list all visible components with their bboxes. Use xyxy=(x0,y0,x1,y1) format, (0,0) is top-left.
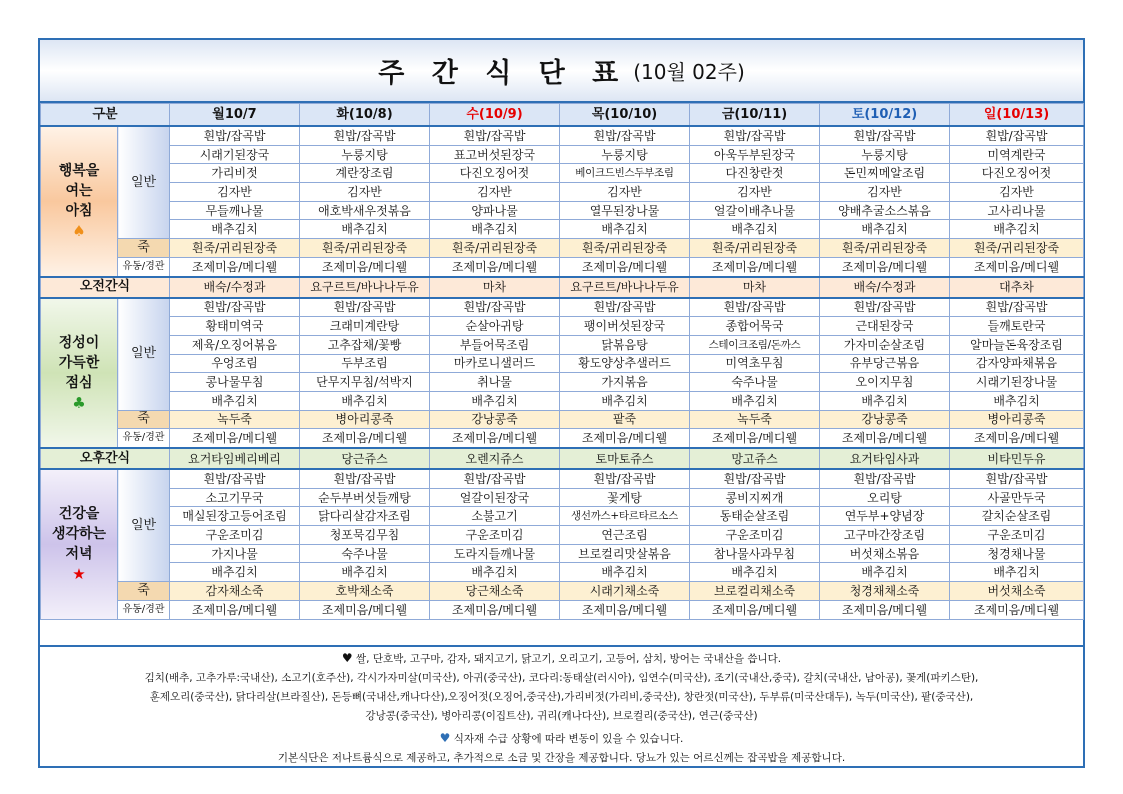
menu-cell: 버섯채소볶음 xyxy=(820,544,950,563)
menu-cell: 계란장조림 xyxy=(300,164,430,183)
menu-cell: 누룽지탕 xyxy=(560,145,690,164)
menu-cell: 구운조미김 xyxy=(430,526,560,545)
juk-cell: 당근채소죽 xyxy=(430,582,560,601)
origin-note-line xyxy=(40,649,1083,669)
menu-cell: 흰밥/잡곡밥 xyxy=(560,298,690,317)
menu-cell: 콩비지찌개 xyxy=(690,488,820,507)
meal-row xyxy=(41,507,1084,526)
meal-name-line: 건강을 xyxy=(58,506,100,523)
menu-cell: 제육/오징어볶음 xyxy=(170,335,300,354)
origin-note-text: 쌀, 단호박, 고구마, 감자, 돼지고기, 닭고기, 오리고기, 고등어, 삼치, 방어는 국내산을 씁니다. xyxy=(356,653,782,665)
heart-icon: ♥ xyxy=(439,731,451,745)
menu-cell: 배추김치 xyxy=(820,220,950,239)
menu-cell: 얼갈이배추나물 xyxy=(690,201,820,220)
meal-row xyxy=(41,298,1084,317)
snack-cell: 토마토쥬스 xyxy=(560,448,690,469)
menu-cell: 김자반 xyxy=(170,183,300,202)
meal-row xyxy=(41,354,1084,373)
base-note-line: 기본식단은 저나트륨식으로 제공하고, 추가적으로 소금 및 간장을 제공합니다. 당뇨가 있는 어르신께는 잡곡밥을 제공합니다. xyxy=(277,752,846,764)
menu-cell: 김자반 xyxy=(950,183,1084,202)
liquid-cell: 조제미음/메디웰 xyxy=(690,257,820,276)
menu-cell: 시래기된장나물 xyxy=(950,373,1084,392)
liquid-cell: 조제미음/메디웰 xyxy=(170,600,300,619)
snack-cell: 요거타임사과 xyxy=(820,448,950,469)
juk-cell: 강낭콩죽 xyxy=(820,410,950,429)
menu-cell: 들깨토란국 xyxy=(950,317,1084,336)
menu-cell: 다진오징어젓 xyxy=(430,164,560,183)
menu-cell: 소고기무국 xyxy=(170,488,300,507)
menu-cell: 흰밥/잡곡밥 xyxy=(690,126,820,145)
menu-cell: 배추김치 xyxy=(820,563,950,582)
menu-cell: 순살아귀탕 xyxy=(430,317,560,336)
menu-cell: 숙주나물 xyxy=(690,373,820,392)
menu-cell: 꽃게탕 xyxy=(560,488,690,507)
meal-row xyxy=(41,526,1084,545)
menu-cell: 누룽지탕 xyxy=(300,145,430,164)
menu-cell: 배추김치 xyxy=(300,220,430,239)
juk-cell: 병아리콩죽 xyxy=(950,410,1084,429)
meal-name-line: 여는 xyxy=(65,183,93,200)
menu-cell: 흰밥/잡곡밥 xyxy=(430,469,560,488)
menu-cell: 베이크드빈스두부조림 xyxy=(560,164,690,183)
liquid-cell: 조제미음/메디웰 xyxy=(430,600,560,619)
juk-label: 죽 xyxy=(118,410,170,429)
menu-cell: 고추잡채/꽃빵 xyxy=(300,335,430,354)
spade-icon: ♠ xyxy=(72,222,86,241)
supply-note-line xyxy=(40,729,1083,749)
menu-cell: 흰밥/잡곡밥 xyxy=(170,469,300,488)
menu-cell: 표고버섯된장국 xyxy=(430,145,560,164)
liquid-cell: 조제미음/메디웰 xyxy=(560,600,690,619)
supply-note-text: 식자재 수급 상황에 따라 변동이 있을 수 있습니다. xyxy=(453,733,684,745)
menu-cell: 배추김치 xyxy=(170,391,300,410)
menu-cell: 스테이크조림/돈까스 xyxy=(690,335,820,354)
menu-cell: 흰밥/잡곡밥 xyxy=(690,298,820,317)
meal-name-line: 저녁 xyxy=(65,546,93,563)
category-header: 구분 xyxy=(41,104,170,127)
menu-cell: 흰밥/잡곡밥 xyxy=(170,126,300,145)
menu-cell: 김자반 xyxy=(430,183,560,202)
menu-cell: 단무지무침/석박지 xyxy=(300,373,430,392)
menu-cell: 배추김치 xyxy=(560,391,690,410)
juk-cell: 흰죽/귀리된장죽 xyxy=(820,239,950,258)
juk-cell: 강낭콩죽 xyxy=(430,410,560,429)
day-header: 화(10/8) xyxy=(300,104,430,127)
menu-cell: 순두부버섯들깨탕 xyxy=(300,488,430,507)
menu-cell: 동태순살조림 xyxy=(690,507,820,526)
liquid-cell: 조제미음/메디웰 xyxy=(820,600,950,619)
menu-cell: 열무된장나물 xyxy=(560,201,690,220)
menu-cell: 팽이버섯된장국 xyxy=(560,317,690,336)
menu-cell: 가지볶음 xyxy=(560,373,690,392)
menu-cell: 다진창란젓 xyxy=(690,164,820,183)
juk-row xyxy=(41,239,1084,258)
liquid-label: 유동/경관 xyxy=(118,429,170,448)
general-label: 일반 xyxy=(118,298,170,411)
menu-cell: 감자양파채볶음 xyxy=(950,354,1084,373)
menu-cell: 두부조림 xyxy=(300,354,430,373)
meal-name-line: 정성이 xyxy=(58,334,100,351)
origin-note-line: 강낭콩(중국산), 병아리콩(이집트산), 귀리(캐나다산), 브로컬리(중국산), 연근(중국산) xyxy=(365,710,758,722)
juk-cell: 녹두죽 xyxy=(690,410,820,429)
general-label: 일반 xyxy=(118,469,170,582)
juk-cell: 호박채소죽 xyxy=(300,582,430,601)
menu-cell: 흰밥/잡곡밥 xyxy=(690,469,820,488)
am_snack-row xyxy=(41,277,1084,298)
snack-cell: 당근쥬스 xyxy=(300,448,430,469)
menu-cell: 우엉조림 xyxy=(170,354,300,373)
snack-cell: 마차 xyxy=(430,277,560,298)
menu-cell: 황태미역국 xyxy=(170,317,300,336)
menu-cell: 배추김치 xyxy=(690,220,820,239)
menu-cell: 생선까스+타르타르소스 xyxy=(560,507,690,526)
menu-cell: 배추김치 xyxy=(560,220,690,239)
liquid-cell: 조제미음/메디웰 xyxy=(430,257,560,276)
breakfast-label xyxy=(41,126,118,277)
menu-cell: 흰밥/잡곡밥 xyxy=(430,298,560,317)
menu-cell: 구운조미김 xyxy=(950,526,1084,545)
juk-cell: 감자채소죽 xyxy=(170,582,300,601)
menu-cell: 도라지들깨나물 xyxy=(430,544,560,563)
general-label: 일반 xyxy=(118,126,170,239)
liquid-cell: 조제미음/메디웰 xyxy=(820,429,950,448)
menu-cell: 마카로니샐러드 xyxy=(430,354,560,373)
liquid-cell: 조제미음/메디웰 xyxy=(300,257,430,276)
menu-cell: 얼갈이된장국 xyxy=(430,488,560,507)
menu-cell: 참나물사과무침 xyxy=(690,544,820,563)
menu-cell: 양파나물 xyxy=(430,201,560,220)
liquid-cell: 조제미음/메디웰 xyxy=(950,429,1084,448)
snack-cell: 망고쥬스 xyxy=(690,448,820,469)
snack-cell: 오렌지쥬스 xyxy=(430,448,560,469)
meal-row xyxy=(41,201,1084,220)
menu-cell: 알마늘돈육장조림 xyxy=(950,335,1084,354)
liquid-cell: 조제미음/메디웰 xyxy=(950,257,1084,276)
menu-cell: 무들깨나물 xyxy=(170,201,300,220)
menu-cell: 갈치순살조림 xyxy=(950,507,1084,526)
heart-icon: ♥ xyxy=(341,651,353,665)
menu-cell: 오리탕 xyxy=(820,488,950,507)
menu-cell: 닭다리살감자조림 xyxy=(300,507,430,526)
menu-cell: 흰밥/잡곡밥 xyxy=(300,469,430,488)
liquid-cell: 조제미음/메디웰 xyxy=(820,257,950,276)
menu-cell: 흰밥/잡곡밥 xyxy=(300,298,430,317)
menu-cell: 애호박새우젓볶음 xyxy=(300,201,430,220)
meal-row xyxy=(41,488,1084,507)
day-header: 목(10/10) xyxy=(560,104,690,127)
day-header: 토(10/12) xyxy=(820,104,950,127)
menu-cell: 흰밥/잡곡밥 xyxy=(820,298,950,317)
menu-cell: 고구마간장조림 xyxy=(820,526,950,545)
meal-row xyxy=(41,164,1084,183)
menu-cell: 배추김치 xyxy=(820,391,950,410)
menu-cell: 브로컬리맛살볶음 xyxy=(560,544,690,563)
juk-cell: 흰죽/귀리된장죽 xyxy=(170,239,300,258)
juk-label: 죽 xyxy=(118,239,170,258)
menu-cell: 청경채나물 xyxy=(950,544,1084,563)
club-icon: ♣ xyxy=(72,393,86,412)
menu-cell: 아욱두부된장국 xyxy=(690,145,820,164)
juk-cell: 청경채채소죽 xyxy=(820,582,950,601)
menu-cell: 미역초무침 xyxy=(690,354,820,373)
menu-cell: 황도양상추샐러드 xyxy=(560,354,690,373)
liquid-label: 유동/경관 xyxy=(118,600,170,619)
menu-cell: 가리비젓 xyxy=(170,164,300,183)
juk-cell: 병아리콩죽 xyxy=(300,410,430,429)
liquid-cell: 조제미음/메디웰 xyxy=(690,429,820,448)
menu-cell: 김자반 xyxy=(820,183,950,202)
menu-frame xyxy=(38,38,1085,768)
meal-row xyxy=(41,183,1084,202)
menu-cell: 오이지무침 xyxy=(820,373,950,392)
menu-cell: 연두부+양념장 xyxy=(820,507,950,526)
dinner-label xyxy=(41,469,118,619)
day-header: 금(10/11) xyxy=(690,104,820,127)
juk-label: 죽 xyxy=(118,582,170,601)
menu-cell: 배추김치 xyxy=(560,563,690,582)
menu-cell: 배추김치 xyxy=(950,563,1084,582)
menu-cell: 연근조림 xyxy=(560,526,690,545)
menu-cell: 흰밥/잡곡밥 xyxy=(820,469,950,488)
juk-cell: 흰죽/귀리된장죽 xyxy=(300,239,430,258)
menu-cell: 누룽지탕 xyxy=(820,145,950,164)
menu-cell: 취나물 xyxy=(430,373,560,392)
meal-row xyxy=(41,145,1084,164)
menu-cell: 흰밥/잡곡밥 xyxy=(950,126,1084,145)
menu-cell: 배추김치 xyxy=(430,391,560,410)
juk-row xyxy=(41,582,1084,601)
weekly-menu-table xyxy=(40,103,1084,620)
menu-cell: 매실된장고등어조림 xyxy=(170,507,300,526)
menu-cell: 다진오징어젓 xyxy=(950,164,1084,183)
menu-cell: 근대된장국 xyxy=(820,317,950,336)
menu-cell: 닭볶음탕 xyxy=(560,335,690,354)
pm_snack-row xyxy=(41,448,1084,469)
meal-name-line: 점심 xyxy=(65,374,93,391)
menu-cell: 청포묵김무침 xyxy=(300,526,430,545)
snack-cell: 대추차 xyxy=(950,277,1084,298)
meal-name-line: 생각하는 xyxy=(51,526,107,543)
menu-cell: 김자반 xyxy=(560,183,690,202)
liquid-cell: 조제미음/메디웰 xyxy=(170,429,300,448)
menu-cell: 유부당근볶음 xyxy=(820,354,950,373)
meal-row xyxy=(41,563,1084,582)
meal-row xyxy=(41,126,1084,145)
day-header: 수(10/9) xyxy=(430,104,560,127)
menu-cell: 김자반 xyxy=(690,183,820,202)
menu-cell: 배추김치 xyxy=(300,563,430,582)
snack-cell: 배숙/수정과 xyxy=(170,277,300,298)
juk-cell: 버섯채소죽 xyxy=(950,582,1084,601)
liquid-label: 유동/경관 xyxy=(118,257,170,276)
liquid-cell: 조제미음/메디웰 xyxy=(560,429,690,448)
liquid-cell: 조제미음/메디웰 xyxy=(690,600,820,619)
day-header: 월10/7 xyxy=(170,104,300,127)
meal-name-line: 아침 xyxy=(65,203,93,220)
juk-cell: 흰죽/귀리된장죽 xyxy=(560,239,690,258)
menu-cell: 김자반 xyxy=(300,183,430,202)
menu-cell: 가자미순살조림 xyxy=(820,335,950,354)
menu-cell: 돈민찌메알조림 xyxy=(820,164,950,183)
liquid-cell: 조제미음/메디웰 xyxy=(170,257,300,276)
menu-cell: 종합어묵국 xyxy=(690,317,820,336)
menu-cell: 배추김치 xyxy=(170,220,300,239)
juk-cell: 흰죽/귀리된장죽 xyxy=(950,239,1084,258)
meal-name-line: 행복을 xyxy=(58,163,100,180)
menu-cell: 배추김치 xyxy=(950,220,1084,239)
juk-cell: 녹두죽 xyxy=(170,410,300,429)
menu-cell: 콩나물무침 xyxy=(170,373,300,392)
juk-cell: 브로컬리채소죽 xyxy=(690,582,820,601)
meal-row xyxy=(41,391,1084,410)
liquid-cell: 조제미음/메디웰 xyxy=(430,429,560,448)
menu-cell: 흰밥/잡곡밥 xyxy=(560,469,690,488)
menu-cell: 흰밥/잡곡밥 xyxy=(950,469,1084,488)
menu-cell: 배추김치 xyxy=(430,220,560,239)
liquid-row xyxy=(41,257,1084,276)
menu-cell: 가지나물 xyxy=(170,544,300,563)
snack-cell: 요구르트/바나나두유 xyxy=(300,277,430,298)
menu-cell: 미역계란국 xyxy=(950,145,1084,164)
snack-cell: 요구르트/바나나두유 xyxy=(560,277,690,298)
menu-cell: 양배추굴소스볶음 xyxy=(820,201,950,220)
snack-cell: 비타민두유 xyxy=(950,448,1084,469)
menu-cell: 소불고기 xyxy=(430,507,560,526)
menu-cell: 흰밥/잡곡밥 xyxy=(170,298,300,317)
snack-cell: 배숙/수정과 xyxy=(820,277,950,298)
juk-cell: 시래기채소죽 xyxy=(560,582,690,601)
menu-cell: 배추김치 xyxy=(430,563,560,582)
menu-cell: 배추김치 xyxy=(170,563,300,582)
juk-row xyxy=(41,410,1084,429)
menu-cell: 흰밥/잡곡밥 xyxy=(430,126,560,145)
liquid-row xyxy=(41,429,1084,448)
menu-cell: 고사리나물 xyxy=(950,201,1084,220)
menu-cell: 시래기된장국 xyxy=(170,145,300,164)
menu-cell: 배추김치 xyxy=(690,391,820,410)
liquid-row xyxy=(41,600,1084,619)
menu-table-body xyxy=(41,104,1084,620)
page-title: 주 간 식 단 표 xyxy=(378,58,628,89)
star-icon: ★ xyxy=(72,565,86,584)
meal-row xyxy=(41,335,1084,354)
menu-cell: 부들어묵조림 xyxy=(430,335,560,354)
menu-cell: 배추김치 xyxy=(690,563,820,582)
week-label: (10월 02주) xyxy=(633,60,745,84)
juk-cell: 팥죽 xyxy=(560,410,690,429)
liquid-cell: 조제미음/메디웰 xyxy=(300,429,430,448)
liquid-cell: 조제미음/메디웰 xyxy=(950,600,1084,619)
menu-cell: 흰밥/잡곡밥 xyxy=(950,298,1084,317)
snack-cell: 요거타임베리베리 xyxy=(170,448,300,469)
notes-section xyxy=(40,645,1083,766)
menu-cell: 사골만두국 xyxy=(950,488,1084,507)
juk-cell: 흰죽/귀리된장죽 xyxy=(430,239,560,258)
menu-cell: 흰밥/잡곡밥 xyxy=(820,126,950,145)
menu-cell: 크래미계란탕 xyxy=(300,317,430,336)
am_snack-label: 오전간식 xyxy=(41,277,170,298)
liquid-cell: 조제미음/메디웰 xyxy=(560,257,690,276)
meal-row xyxy=(41,373,1084,392)
meal-name-line: 가득한 xyxy=(58,354,100,371)
day-header: 일(10/13) xyxy=(950,104,1084,127)
menu-cell: 구운조미김 xyxy=(170,526,300,545)
menu-cell: 흰밥/잡곡밥 xyxy=(300,126,430,145)
pm_snack-label: 오후간식 xyxy=(41,448,170,469)
header-row xyxy=(41,104,1084,127)
meal-row xyxy=(41,544,1084,563)
menu-cell: 구운조미김 xyxy=(690,526,820,545)
liquid-cell: 조제미음/메디웰 xyxy=(300,600,430,619)
origin-note-line: 훈제오리(중국산), 닭다리살(브라질산), 돈등뼈(국내산,캐나다산),오징어젓(오징어,중국산),가리비젓(가리비,중국산), 창란젓(미국산), 두부류(미국산대두), 녹두(미국산), 팥(중국산), xyxy=(149,691,974,703)
menu-cell: 흰밥/잡곡밥 xyxy=(560,126,690,145)
origin-note-line: 김치(배추, 고추가루:국내산), 소고기(호주산), 각시가자미살(미국산), 아귀(중국산), 코다리:동태살(러시아), 임연수(미국산), 조기(국내산,중국), 갈치(국내산, 남아공), 꽃게(파키스탄), xyxy=(144,672,979,684)
meal-row xyxy=(41,469,1084,488)
title-bar xyxy=(40,40,1083,103)
menu-cell: 숙주나물 xyxy=(300,544,430,563)
snack-cell: 마차 xyxy=(690,277,820,298)
meal-row xyxy=(41,220,1084,239)
menu-cell: 배추김치 xyxy=(300,391,430,410)
lunch-label xyxy=(41,298,118,449)
meal-row xyxy=(41,317,1084,336)
juk-cell: 흰죽/귀리된장죽 xyxy=(690,239,820,258)
menu-cell: 배추김치 xyxy=(950,391,1084,410)
